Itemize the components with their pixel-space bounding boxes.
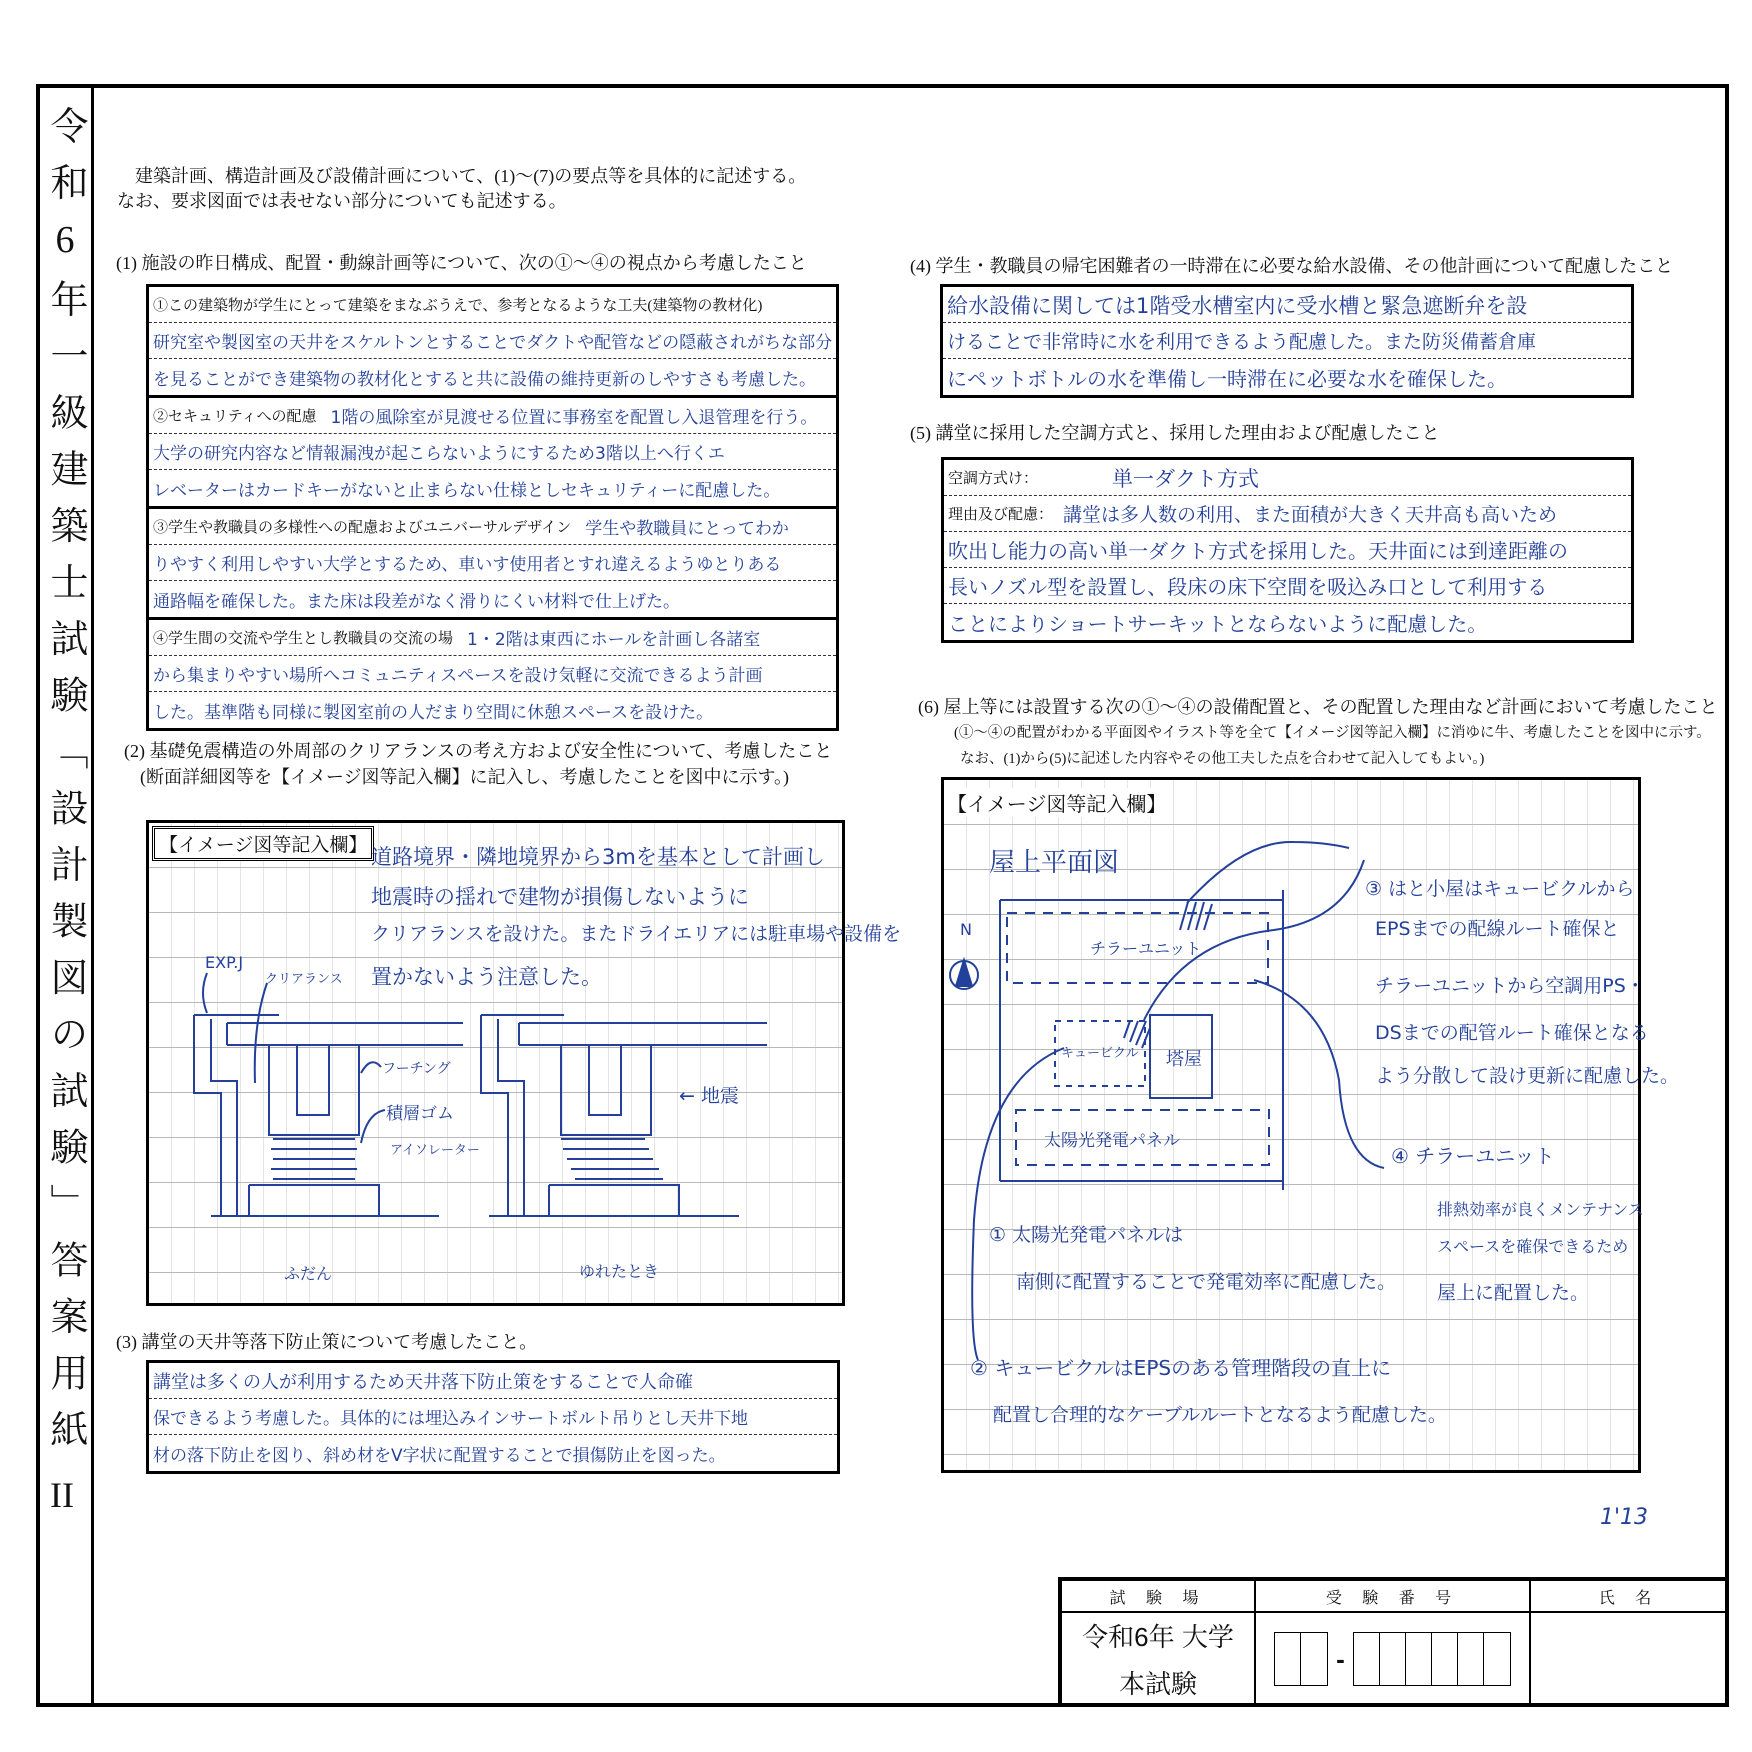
answer-line: 材の落下防止を図り、斜め材をV字状に配置することで損傷防止を図った。: [153, 1445, 726, 1466]
q2-subtitle: (断面詳細図等を【イメージ図等記入欄】に記入し、考慮したことを図中に示す。): [140, 767, 790, 787]
answer-line: から集まりやすい場所へコミュニティスペースを設け気軽に交流できるよう計画: [153, 666, 763, 686]
exam-number-prefix-boxes[interactable]: [1274, 1632, 1328, 1686]
answer-line: 講堂は多人数の利用、また面積が大きく天井高も高いため: [1063, 504, 1558, 526]
cubicle-label: キュービクル: [1061, 1046, 1139, 1061]
q1-item-1: [149, 287, 836, 398]
answer-line: 1階の風除室が見渡せる位置に事務室を配置し入退管理を行う。: [330, 408, 818, 428]
answer-line: を見ることができ建築物の教材化とすると共に設備の維持更新のしやすさも考慮した。: [153, 369, 816, 390]
note1-line: ① 太陽光発電パネルは: [989, 1224, 1184, 1246]
answer-line: 保できるよう考慮した。具体的には埋込みインサートボルト吊りとし天井下地: [153, 1409, 748, 1429]
venue-header: 試 験 場: [1062, 1581, 1256, 1613]
sheet-title-column: [36, 84, 94, 1707]
isolator-label: アイソレーター: [390, 1143, 480, 1158]
q1-item-1-label: ①この建築物が学生にとって建築をまなぶうえで、参考となるような工夫(建築物の教材化): [153, 298, 763, 314]
note3-line: EPSまでの配線ルート確保と: [1375, 918, 1620, 940]
intro-line-2: なお、要求図面では表せない部分についても記述する。: [117, 191, 567, 211]
name-cell[interactable]: [1531, 1613, 1729, 1707]
normal-state-label: ふだん: [284, 1264, 333, 1283]
q4-title: (4) 学生・教職員の帰宅困難者の一時滞在に必要な給水設備、その他計画について配慮したこと: [910, 256, 1674, 276]
answer-line: りやすく利用しやすい大学とするため、車いす使用者とすれ違えるようゆとりある: [153, 555, 782, 575]
note4-line: ④ チラーユニット: [1391, 1144, 1555, 1168]
q2-note: クリアランスを設けた。またドライエリアには駐車場や設備を: [371, 923, 902, 945]
plan-title: 屋上平面図: [989, 848, 1120, 878]
answer-line: 大学の研究内容など情報漏洩が起こらないようにするため3階以上へ行くエ: [153, 444, 725, 464]
image-area-label: 【イメージ図等記入欄】: [152, 826, 374, 861]
footing-label: フーチング: [382, 1061, 451, 1077]
method-value: 単一ダクト方式: [1112, 466, 1259, 491]
reason-label: 理由及び配慮：: [948, 507, 1054, 523]
section-shaking: [481, 1015, 767, 1216]
chiller-label: チラーユニット: [1090, 939, 1202, 958]
shaking-state-label: ゆれたとき: [579, 1262, 660, 1281]
answer-line: にペットボトルの水を準備し一時滞在に必要な水を確保した。: [947, 366, 1507, 391]
q3-answer-box: [146, 1360, 840, 1474]
note2-line: ② キュービクルはEPSのある管理階段の直上に: [970, 1356, 1392, 1380]
q1-item-2: [149, 398, 836, 509]
image-area-label: 【イメージ図等記入欄】: [947, 788, 1166, 817]
expj-label: EXP.J: [205, 953, 244, 972]
q5-answer-box: [941, 457, 1634, 643]
leader-line: [972, 1048, 1064, 1360]
note3-line: DSまでの配管ルート確保となる: [1375, 1022, 1649, 1044]
note4-line: 排熱効率が良くメンテナンス: [1437, 1200, 1644, 1219]
q2-image-box: [146, 820, 902, 1306]
clearance-label: クリアランス: [265, 972, 343, 987]
q1-answer-box: [146, 284, 839, 731]
q1-item-2-label: ②セキュリティへの配慮: [153, 409, 317, 425]
q4-answer-box: [940, 284, 1634, 398]
method-label: 空調方式け：: [948, 471, 1039, 487]
answer-line: 長いノズル型を設置し、段床の床下空間を吸込み口として利用する: [948, 575, 1548, 599]
leader-line: [1254, 980, 1384, 1168]
q2-title: (2) 基礎免震構造の外周部のクリアランスの考え方および安全性について、考慮したこと: [124, 741, 833, 761]
sheet-number: II: [50, 1475, 74, 1515]
exam-number-dash: -: [1336, 1643, 1345, 1674]
q6-image-box: [941, 777, 1680, 1473]
rubber-label: 積層ゴム: [386, 1104, 454, 1124]
solar-label: 太陽光発電パネル: [1044, 1131, 1180, 1151]
q1-item-4: [149, 620, 836, 728]
q6-title: (6) 屋上等には設置する次の①～④の設備配置と、その配置した理由など計画において考慮したこと: [918, 697, 1718, 717]
section-normal: [194, 973, 463, 1216]
note3-line: ③ はと小屋はキュービクルから: [1365, 878, 1635, 900]
venue-cell: [1062, 1613, 1256, 1707]
q1-title: (1) 施設の昨日構成、配置・動線計画等について、次の①～④の視点から考慮したこと: [116, 253, 807, 273]
page-mark: 1'13: [1600, 1505, 1649, 1530]
q6-subtitle-2: なお、(1)から(5)に記述した内容やその他工夫した点を合わせて記入してもよい。): [960, 751, 1485, 767]
number-header: 受 験 番 号: [1256, 1581, 1531, 1613]
q1-item-3: [149, 509, 836, 620]
answer-line: 学生や教職員にとってわか: [585, 519, 789, 539]
answer-line: 研究室や製図室の天井をスケルトンとすることでダクトや配管などの隠蔽されがちな部分: [153, 333, 833, 353]
note2-line: 配置し合理的なケーブルルートとなるよう配慮した。: [993, 1404, 1447, 1426]
q2-note: 道路境界・隣地境界から3mを基本として計画し: [371, 845, 825, 869]
answer-line: した。基準階も同様に製図室前の人だまり空間に休憩スペースを設けた。: [153, 702, 714, 723]
foundation-section-drawing: [149, 823, 848, 1309]
earthquake-arrow-label: ← 地震: [679, 1085, 739, 1107]
venue-line: 本試験: [1118, 1669, 1197, 1699]
answer-line: 吹出し能力の高い単一ダクト方式を採用した。天井面には到達距離の: [948, 539, 1568, 563]
examinee-info-table: [1058, 1577, 1729, 1707]
note3-line: チラーユニットから空調用PS・: [1375, 975, 1645, 997]
note4-line: スペースを確保できるため: [1437, 1237, 1629, 1256]
q6-subtitle-1: (①～④の配置がわかる平面図やイラスト等を全て【イメージ図等記入欄】に消ゆに牛、考慮したことを図中に示す。: [954, 725, 1711, 741]
tower-label: 塔屋: [1166, 1049, 1202, 1070]
q5-title: (5) 講堂に採用した空調方式と、採用した理由および配慮したこと: [910, 423, 1440, 443]
north-label: N: [960, 920, 972, 939]
answer-line: レベーターはカードキーがないと止まらない仕様としセキュリティーに配慮した。: [153, 480, 781, 501]
answer-line: 講堂は多くの人が利用するため天井落下防止策をすることで人命確: [153, 1371, 693, 1393]
exam-number-digit-boxes[interactable]: [1353, 1632, 1511, 1686]
note3-line: よう分散して設け更新に配慮した。: [1375, 1065, 1680, 1087]
q2-note: 置かないよう注意した。: [371, 965, 602, 989]
q1-item-4-label: ④学生間の交流や学生とし教職員の交流の場: [153, 631, 454, 647]
answer-line: 1・2階は東西にホールを計画し各諸室: [467, 630, 761, 650]
answer-line: ことによりショートサーキットとならないように配慮した。: [948, 611, 1488, 636]
exam-number-cell[interactable]: [1256, 1613, 1531, 1707]
answer-line: 給水設備に関しては1階受水槽室内に受水槽と緊急遮断弁を設: [947, 293, 1528, 318]
answer-line: けることで非常時に水を利用できるよう配慮した。また防災備蓄倉庫: [947, 331, 1537, 353]
note1-line: 南側に配置することで発電効率に配慮した。: [1016, 1271, 1397, 1293]
q3-title: (3) 講堂の天井等落下防止策について考慮したこと。: [116, 1332, 538, 1352]
q1-item-3-label: ③学生や教職員の多様性への配慮およびユニバーサルデザイン: [153, 520, 572, 536]
q2-note: 地震時の揺れで建物が損傷しないように: [371, 885, 749, 909]
answer-line: 通路幅を確保した。また床は段差がなく滑りにくい材料で仕上げた。: [153, 591, 680, 612]
hatch: [1180, 902, 1212, 930]
sheet-title: 令和6年一級建築士試験「設計製図の試験」答案用紙: [44, 106, 86, 1466]
note4-line: 屋上に配置した。: [1437, 1282, 1590, 1304]
name-header: 氏 名: [1531, 1581, 1729, 1613]
leader-line: [1187, 842, 1349, 903]
intro-line-1: 建築計画、構造計画及び設備計画について、(1)～(7)の要点等を具体的に記述する。: [135, 166, 807, 186]
venue-line: 令和6年 大学: [1082, 1622, 1234, 1652]
